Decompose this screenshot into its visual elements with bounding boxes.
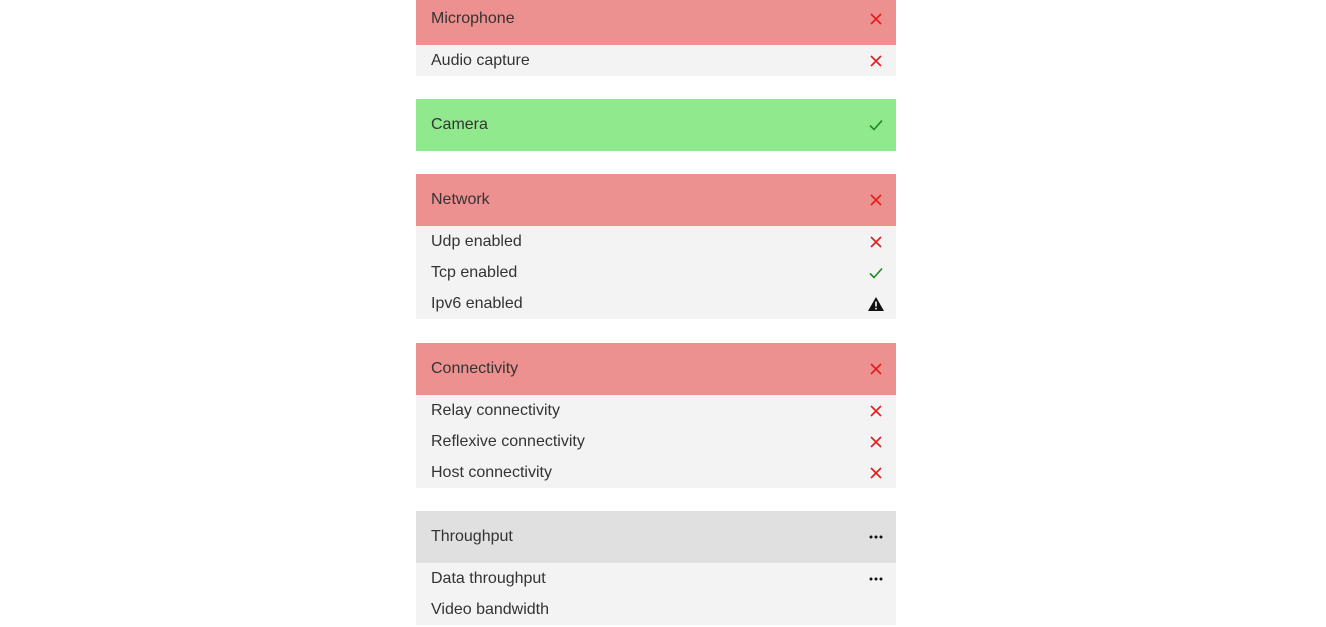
warning-icon — [866, 294, 886, 314]
section-network — [416, 174, 896, 319]
list-item-data-throughput — [416, 563, 896, 594]
item-label: Audio capture — [431, 51, 530, 69]
item-label: Host connectivity — [431, 463, 552, 481]
section-camera — [416, 99, 896, 151]
section-title: Microphone — [431, 10, 515, 27]
item-label: Reflexive connectivity — [431, 432, 585, 450]
section-throughput — [416, 511, 896, 625]
item-label: Ipv6 enabled — [431, 294, 523, 312]
list-item-ipv6-enabled — [416, 288, 896, 319]
list-item-tcp-enabled — [416, 257, 896, 288]
item-label: Udp enabled — [431, 232, 522, 250]
section-title: Throughput — [431, 528, 513, 545]
section-header-microphone[interactable] — [416, 0, 896, 45]
cross-icon — [866, 463, 886, 483]
section-microphone — [416, 0, 896, 76]
cross-icon — [866, 51, 886, 71]
cross-icon — [866, 401, 886, 421]
check-icon — [866, 263, 886, 283]
section-connectivity — [416, 343, 896, 488]
item-label: Video bandwidth — [431, 600, 550, 618]
check-icon — [866, 115, 886, 135]
cross-icon — [866, 190, 886, 210]
item-label: Relay connectivity — [431, 401, 560, 419]
section-header-network[interactable] — [416, 174, 896, 226]
section-header-connectivity[interactable] — [416, 343, 896, 395]
list-item-audio-capture — [416, 45, 896, 76]
list-item-relay-connectivity — [416, 395, 896, 426]
list-item-reflexive-connectivity — [416, 426, 896, 457]
list-item-udp-enabled — [416, 226, 896, 257]
diagnostics-list — [416, 0, 896, 625]
item-label: Tcp enabled — [431, 263, 518, 281]
section-items — [416, 395, 896, 488]
section-title: Camera — [431, 116, 488, 133]
section-title: Network — [431, 191, 490, 208]
cross-icon — [866, 232, 886, 252]
ellipsis-icon — [866, 527, 886, 547]
section-header-throughput[interactable] — [416, 511, 896, 563]
section-header-camera[interactable] — [416, 99, 896, 151]
list-item-host-connectivity — [416, 457, 896, 488]
ellipsis-icon — [866, 569, 886, 589]
section-title: Connectivity — [431, 360, 519, 377]
cross-icon — [866, 432, 886, 452]
section-items — [416, 45, 896, 76]
list-item-video-bandwidth — [416, 594, 896, 625]
cross-icon — [866, 9, 886, 29]
section-items — [416, 563, 896, 625]
section-items — [416, 226, 896, 319]
cross-icon — [866, 359, 886, 379]
item-label: Data throughput — [431, 569, 546, 587]
